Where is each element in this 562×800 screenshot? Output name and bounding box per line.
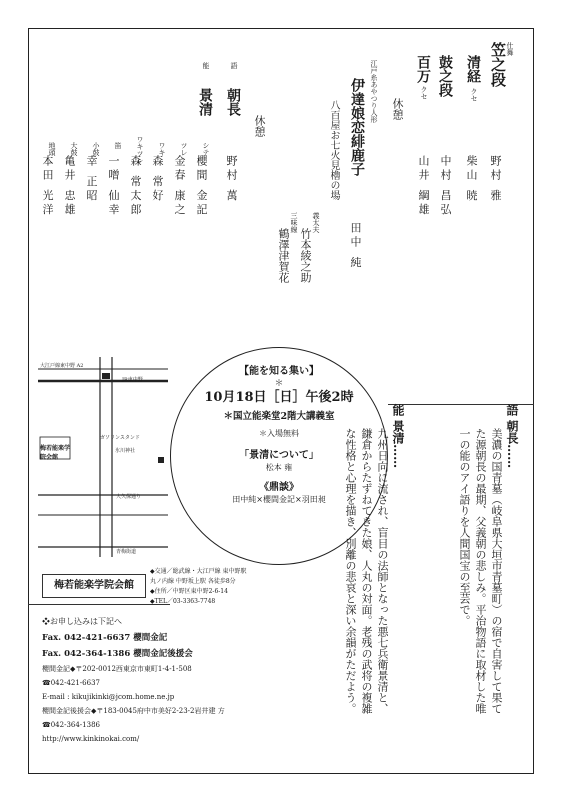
essay-asanaga-text: 美濃の国青墓（岐阜県大垣市青墓町）の宿で自害して果てた源朝長の最期、父義朝の悲しみ。平治物語に取材した唯一の能のアイ語りを人間国宝の至芸で。: [458, 428, 503, 714]
map-label-oedo: 大江戸線東中野 A2: [40, 363, 84, 369]
ito-subtitle: 八百屋お七火見櫓の場: [328, 100, 339, 200]
contact-tel2: ☎042-364-1386: [42, 721, 100, 729]
cast-name-jigashira: 本田 光洋: [41, 155, 54, 218]
cast-role-kotsuzumi: 小鼓: [92, 142, 100, 156]
break-1: 休憩: [391, 98, 404, 120]
contact-email[interactable]: E-mail : kikujikinki@jcom.home.ne.jp: [42, 693, 175, 701]
noh-genre: 能: [202, 62, 210, 69]
cast-role-shite: シテ: [202, 142, 210, 156]
gidayu-name: 竹本綾之助: [299, 228, 312, 283]
cast-name-wakitsure: 森 常太郎: [129, 155, 142, 218]
katari-genre: 語: [230, 62, 238, 69]
cast-role-fue: 笛: [114, 142, 122, 149]
event-title: 【能を知る集い】: [239, 366, 319, 377]
map-label-okubo: 大久保通り: [116, 494, 142, 500]
noh-title: 景清: [197, 88, 213, 116]
hyakuman-kuse: クセ: [420, 86, 428, 100]
divider-left: [28, 604, 170, 605]
contact-heading: ❖お申し込みは下記へ: [42, 617, 122, 626]
essay-kagekiyo-head: 能 景清……: [391, 404, 405, 469]
access-line-1: ◆交通／総武線・大江戸線 東中野駅: [150, 568, 247, 575]
shamisen-role: 三味線: [290, 212, 298, 233]
kiyotsune-performer: 柴山 暁: [465, 155, 478, 204]
shamisen-name: 鶴澤津賀花: [277, 228, 290, 283]
map-label-gas: ガソリンスタンド: [100, 435, 140, 441]
map-label-ome: 青梅街道: [116, 549, 137, 555]
cast-name-otsuzumi: 亀井 忠雄: [63, 155, 76, 218]
ito-genre: 江戸糸あやつり人形: [370, 60, 378, 123]
gidayu-role: 義太夫: [312, 212, 320, 233]
access-line-3: ◆住所／中野区東中野2-6-14: [150, 588, 228, 595]
map-label-hall: 梅若能楽学院会館: [40, 445, 71, 461]
event-talkers: 田中純×櫻間金記×羽田昶: [232, 495, 326, 504]
contact-addr2: 櫻間金記後援会◆〒183-0045府中市美好2-23-2岩井建 方: [42, 707, 225, 715]
break-2: 休憩: [253, 115, 266, 137]
event-talk: 《鼎談》: [259, 482, 299, 493]
contact-url[interactable]: http://www.kinkinokai.com/: [42, 735, 140, 743]
contact-fax2: Fax. 042-364-1386 櫻間金記後援会: [42, 649, 193, 659]
event-star: ＊: [274, 379, 284, 389]
access-line-2: 丸ノ内線 中野坂上駅 各徒歩8分: [150, 578, 236, 585]
cast-role-otsuzumi: 大鼓: [70, 142, 78, 156]
cast-role-waki: ワキ: [158, 142, 166, 156]
event-date: 10月18日［日］午後2時: [204, 390, 354, 405]
katari-title: 朝長: [225, 88, 241, 116]
shimai-genre: 仕舞: [506, 42, 514, 56]
event-venue: ＊国立能楽堂2階大講義室: [223, 411, 335, 422]
map-label-hikawa: 氷川神社: [115, 448, 136, 454]
hall-name: 梅若能楽学院会館: [42, 574, 146, 598]
cast-name-shite: 櫻間 金記: [195, 155, 208, 218]
shimai-performer: 野村 雅: [489, 155, 502, 204]
katari-performer: 野村 萬: [225, 155, 238, 204]
tsuzumi-title: 鼓之段: [437, 55, 453, 97]
contact-fax1: Fax. 042-421-6637 櫻間金記: [42, 633, 168, 643]
ito-performer: 田中 純: [349, 222, 362, 271]
contact-tel1: ☎042-421-6637: [42, 679, 100, 687]
essay-kagekiyo-text: 九州日向に流され、盲目の法師となった悪七兵衛景清と、鎌倉からたずねてきた娘、人丸の対面。老残の武将の複雑な性格と心理を描き、別離の悲哀と深い余韻がただよう。: [344, 428, 389, 714]
cast-role-jigashira: 地頭: [48, 142, 56, 156]
event-lecture: 「景清について」: [239, 450, 319, 461]
event-lecturer: 松本 雍: [265, 463, 293, 472]
cast-role-wakitsure: ワキツレ: [136, 136, 144, 164]
tsuzumi-performer: 中村 昌弘: [439, 155, 452, 218]
cast-name-fue: 一噌 仙幸: [107, 155, 120, 218]
event-fee: ＊入場無料: [259, 429, 299, 438]
hyakuman-title: 百万: [415, 55, 431, 83]
cast-name-waki: 森 常好: [151, 155, 164, 204]
hyakuman-performer: 山井 綱雄: [417, 155, 430, 218]
kiyotsune-title: 清経: [465, 55, 481, 83]
cast-role-tsure: ツレ: [180, 142, 188, 156]
cast-name-tsure: 金春 康之: [173, 155, 186, 218]
ito-title: 伊達娘恋緋鹿子: [349, 78, 365, 176]
cast-name-kotsuzumi: 幸 正昭: [85, 155, 98, 204]
contact-addr1: 櫻間金記◆〒202-0012西東京市東町1-4-1-508: [42, 665, 192, 673]
map-label-jr: JR東中野: [122, 377, 143, 383]
shimai-title: 笠之段: [489, 42, 507, 87]
kiyotsune-kuse: クセ: [470, 88, 478, 102]
essay-asanaga-head: 語 朝長……: [505, 404, 519, 469]
access-line-4: ◆TEL／03-3363-7748: [150, 598, 216, 605]
